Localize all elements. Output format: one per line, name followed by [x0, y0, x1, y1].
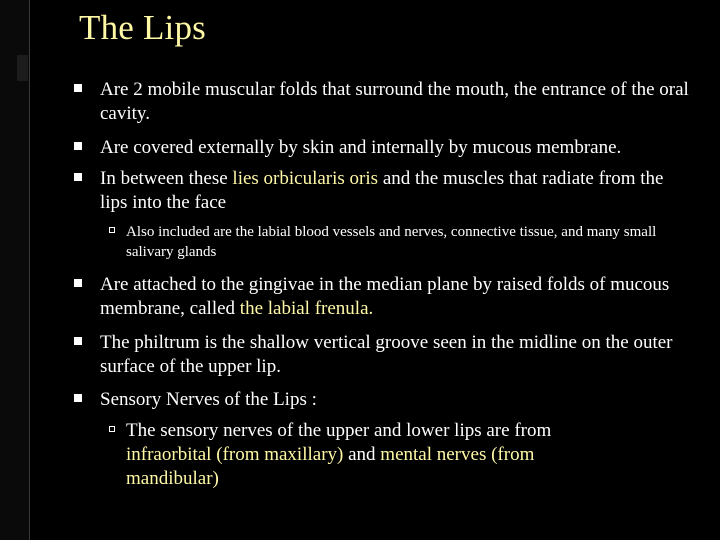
bullet-item — [100, 273, 690, 320]
bullet-item — [100, 388, 690, 412]
highlighted-text: the labial frenula. — [239, 297, 374, 319]
bullet-text: Are covered externally by skin and internally by mucous membrane. — [100, 137, 622, 158]
bullet-text: Are 2 mobile muscular folds that surround the mouth, the entrance of the oral cavity. — [100, 79, 689, 124]
square-bullet-icon — [74, 337, 82, 345]
bullet-text: Sensory Nerves of the Lips : — [100, 389, 317, 410]
left-accent-mark — [17, 55, 28, 81]
highlighted-text: infraorbital (from maxillary) — [126, 444, 344, 465]
highlighted-text: lies orbicularis oris — [232, 168, 379, 189]
vertical-divider — [29, 0, 30, 540]
bullet-item — [100, 331, 690, 378]
slide-title: The Lips — [79, 8, 206, 47]
square-bullet-icon — [74, 142, 82, 150]
bullet-item — [100, 167, 690, 214]
sub-bullet-text: and — [343, 444, 381, 465]
sub-bullet-item — [126, 419, 626, 491]
bullet-item — [100, 136, 690, 160]
sub-bullet-text: The sensory nerves of the upper and lower lips are from — [126, 420, 552, 441]
hollow-square-bullet-icon — [109, 227, 115, 233]
left-accent-bar — [0, 0, 29, 540]
bullet-text: and the muscles that radiate from the lips into the face — [100, 168, 664, 213]
square-bullet-icon — [74, 279, 82, 287]
highlighted-text: mental nerves (from mandibular) — [126, 444, 535, 489]
bullet-text: In between these — [100, 168, 233, 189]
square-bullet-icon — [74, 394, 82, 402]
bullet-text: The philtrum is the shallow vertical groove seen in the midline on the outer surface of the upper lip. — [100, 332, 673, 377]
bullet-item — [100, 78, 690, 125]
sub-bullet-text: Also included are the labial blood vessels and nerves, connective tissue, and many small salivary glands — [126, 224, 657, 260]
bullet-text: Are attached to the gingivae in the median plane by raised folds of mucous membrane, called — [100, 274, 670, 319]
hollow-square-bullet-icon — [109, 426, 115, 432]
square-bullet-icon — [74, 84, 82, 92]
square-bullet-icon — [74, 173, 82, 181]
sub-bullet-item — [126, 222, 686, 262]
